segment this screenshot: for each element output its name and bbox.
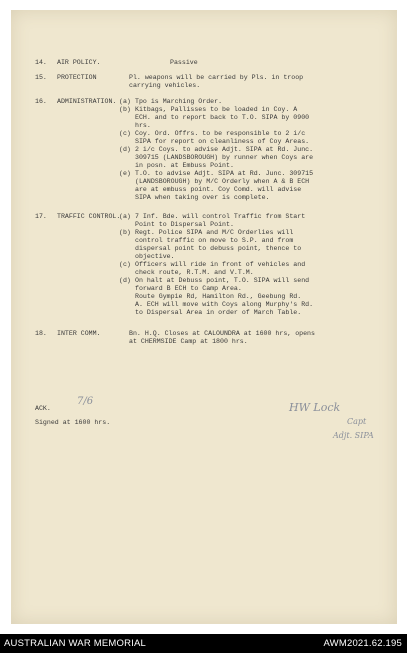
item-16b-mark: (b)	[119, 106, 131, 113]
item-16e-line: T.O. to advise Adjt. SIPA at Rd. Junc. 309715	[135, 170, 314, 177]
archive-footer-bar	[0, 634, 407, 653]
item-17b-mark: (b)	[119, 229, 131, 236]
item-16e-line: (LANDSBOROUGH) by M/C Orderly when A & B ECH	[135, 178, 310, 185]
handwritten-rank: Capt	[347, 417, 367, 426]
section-15-number: 15.	[35, 74, 47, 81]
item-17d-line: A. ECH will move with Coys along Murphy's Rd.	[135, 301, 314, 308]
item-17c-line: check route, R.T.M. and V.T.M.	[135, 269, 254, 276]
item-16b-line: Kitbags, Pallisses to be loaded in Coy. A	[135, 106, 298, 113]
item-16a-mark: (a)	[119, 98, 131, 105]
handwritten-initials: 7/6	[77, 396, 94, 407]
section-18-number: 18.	[35, 330, 47, 337]
section-16-number: 16.	[35, 98, 47, 105]
signed-time: Signed at 1600 hrs.	[35, 419, 111, 426]
handwritten-signature: HW Lock	[289, 401, 341, 414]
item-17c-line: Officers will ride in front of vehicles and	[135, 261, 306, 268]
section-17-number: 17.	[35, 213, 47, 220]
item-16a-line: Tpo is Marching Order.	[135, 98, 223, 105]
item-17a-mark: (a)	[119, 213, 131, 220]
item-16c-line: SIPA for report on cleanliness of Coy Areas.	[135, 138, 310, 145]
section-18-line: at CHERMSIDE Camp at 1800 hrs.	[129, 338, 248, 345]
section-14-number: 14.	[35, 59, 47, 66]
item-16c-mark: (c)	[119, 130, 131, 137]
item-16d-line: 309715 (LANDSBOROUGH) by runner when Coys are	[135, 154, 314, 161]
item-17a-line: Point to Dispersal Point.	[135, 221, 234, 228]
item-17d-line: forward B ECH to Camp Area.	[135, 285, 242, 292]
item-17c-mark: (c)	[119, 261, 131, 268]
document-page	[11, 10, 397, 624]
section-18-line: Bn. H.Q. Closes at CALOUNDRA at 1600 hrs, opens	[129, 330, 315, 337]
item-17a-line: 7 Inf. Bde. will control Traffic from Start	[135, 213, 306, 220]
section-16-title: ADMINISTRATION.	[57, 98, 117, 105]
section-14-title: AIR POLICY.	[57, 59, 101, 66]
section-18-title: INTER COMM.	[57, 330, 101, 337]
item-16e-line: SIPA when taking over is complete.	[135, 194, 270, 201]
section-14-text: Passive	[170, 59, 198, 66]
item-17b-line: dispersal point to debuss point, thence to	[135, 245, 302, 252]
footer-accession-number: AWM2021.62.195	[323, 638, 402, 649]
item-16e-line: are at embuss point. Coy Comd. will advise	[135, 186, 302, 193]
footer-institution: AUSTRALIAN WAR MEMORIAL	[4, 638, 147, 649]
section-15-line: carrying vehicles.	[129, 82, 201, 89]
section-15-title: PROTECTION	[57, 74, 97, 81]
item-16b-line: hrs.	[135, 122, 151, 129]
handwritten-appointment: Adjt. SIPA	[333, 431, 374, 440]
item-17d-line: Route Gympie Rd, Hamilton Rd., Geebung Rd.	[135, 293, 302, 300]
item-16d-line: 2 i/c Coys. to advise Adjt. SIPA at Rd. Junc.	[135, 146, 314, 153]
item-17b-line: Regt. Police SIPA and M/C Orderlies will	[135, 229, 294, 236]
item-16c-line: Coy. Ord. Offrs. to be responsible to 2 i/c	[135, 130, 306, 137]
section-15-line: Pl. weapons will be carried by Pls. in troop	[129, 74, 304, 81]
item-17d-line: to Dispersal Area in order of March Table.	[135, 309, 302, 316]
ack-label: ACK.	[35, 405, 51, 412]
item-16b-line: ECH. and to report back to T.O. SIPA by 0900	[135, 114, 310, 121]
item-17b-line: control traffic on move to S.P. and from	[135, 237, 294, 244]
section-17-title: TRAFFIC CONTROL.	[57, 213, 121, 220]
item-16d-mark: (d)	[119, 146, 131, 153]
item-17b-line: objective.	[135, 253, 175, 260]
item-16e-mark: (e)	[119, 170, 131, 177]
item-17d-line: On halt at Debuss point, T.O. SIPA will send	[135, 277, 310, 284]
item-16d-line: in posn. at Embuss Point.	[135, 162, 234, 169]
item-17d-mark: (d)	[119, 277, 131, 284]
